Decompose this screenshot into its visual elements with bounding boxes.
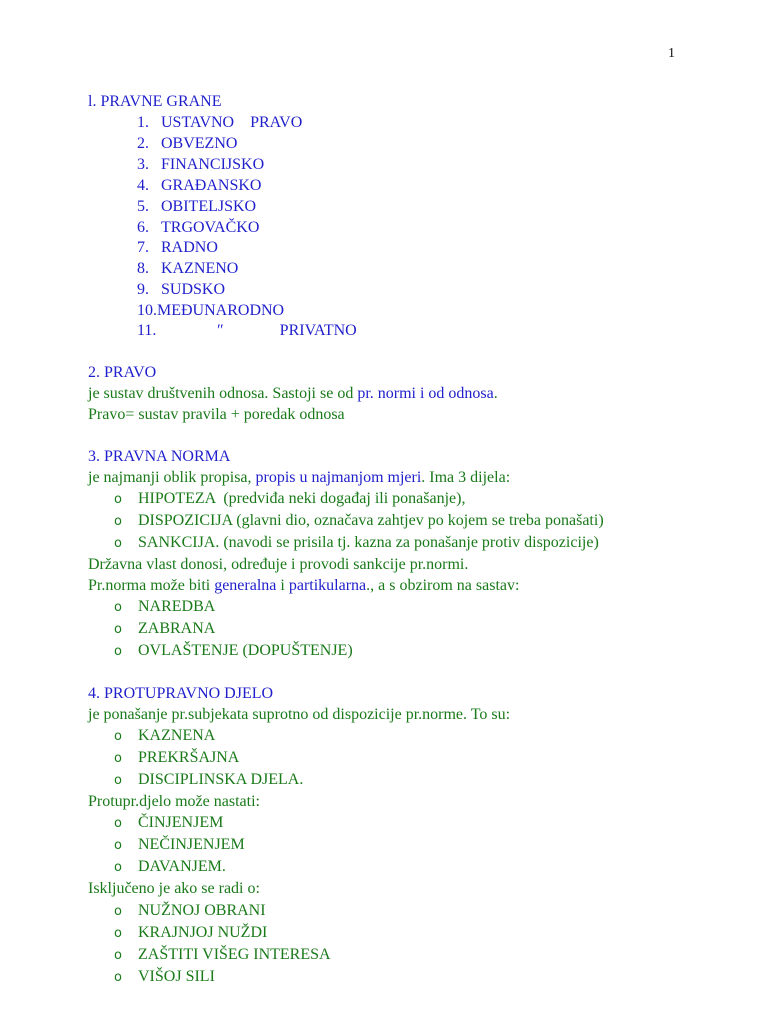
bullet-icon: o — [114, 904, 122, 919]
paragraph: Pravo= sustav pravila + poredak odnosa — [88, 406, 345, 423]
text-run: je sustav društvenih odnosa. Sastoji se od — [88, 385, 358, 402]
list-number: 7. — [137, 239, 149, 256]
bullet-item — [114, 770, 303, 791]
bullet-icon: o — [114, 773, 122, 788]
section-1-heading: l. PRAVNE GRANE — [88, 93, 222, 110]
list-text: MEĐUNARODNO — [157, 302, 285, 319]
bullet-item — [114, 835, 245, 856]
list-text: RADNO — [161, 239, 218, 256]
bullet-text: KAZNENA — [138, 727, 216, 744]
list-number: 11. — [137, 322, 157, 339]
bullet-icon: o — [114, 970, 122, 985]
bullet-text: DISCIPLINSKA DJELA. — [138, 771, 304, 788]
text-run: i — [276, 577, 289, 594]
bullet-text: NEČINJENJEM — [138, 836, 245, 853]
highlight-text: pr. normi i od odnosa — [357, 385, 494, 402]
list-item — [137, 321, 357, 341]
text-run: je najmanji oblik propisa, — [88, 469, 256, 486]
highlight-text: generalna — [214, 577, 277, 594]
page-number: 1 — [668, 46, 675, 61]
list-number: 6. — [137, 219, 149, 236]
bullet-item — [114, 597, 215, 618]
list-number: 10. — [137, 302, 157, 319]
bullet-text: DISPOZICIJA (glavni dio, označava zahtjev po kojem se treba ponašati) — [138, 512, 604, 529]
list-item — [137, 218, 259, 238]
list-text: USTAVNO PRAVO — [161, 114, 303, 131]
list-number: 1. — [137, 114, 149, 131]
bullet-item — [114, 967, 215, 988]
bullet-text: SANKCIJA. (navodi se prisila tj. kazna za ponašanje protiv dispozicije) — [138, 534, 599, 551]
bullet-text: OVLAŠTENJE (DOPUŠTENJE) — [138, 642, 353, 659]
paragraph: Isključeno je ako se radi o: — [88, 880, 260, 897]
section-2-heading: 2. PRAVO — [88, 364, 157, 381]
bullet-icon: o — [114, 514, 122, 529]
list-text: GRAĐANSKO — [161, 177, 262, 194]
bullet-item — [114, 511, 604, 532]
list-item — [137, 280, 225, 300]
paragraph: Protupr.djelo može nastati: — [88, 793, 260, 810]
list-text: ″ PRIVATNO — [161, 322, 357, 339]
bullet-item — [114, 726, 215, 747]
bullet-icon: o — [114, 644, 122, 659]
paragraph: je ponašanje pr.subjekata suprotno od dispozicije pr.norme. To su: — [88, 706, 511, 723]
list-item — [137, 197, 256, 217]
bullet-icon: o — [114, 860, 122, 875]
bullet-text: ZABRANA — [138, 620, 216, 637]
list-text: FINANCIJSKO — [161, 156, 265, 173]
bullet-text: VIŠOJ SILI — [138, 968, 215, 985]
bullet-text: HIPOTEZA (predviđa neki događaj ili ponašanje), — [138, 490, 466, 507]
list-number: 8. — [137, 260, 149, 277]
highlight-text: propis u najmanjom mjeri — [255, 469, 422, 486]
paragraph — [88, 468, 510, 488]
text-run: Pr.norma može biti — [88, 577, 215, 594]
bullet-text: NUŽNOJ OBRANI — [138, 902, 266, 919]
list-item — [137, 176, 261, 196]
list-text: OBVEZNO — [161, 135, 238, 152]
list-text: KAZNENO — [161, 260, 239, 277]
bullet-icon: o — [114, 816, 122, 831]
bullet-item — [114, 533, 599, 554]
bullet-icon: o — [114, 492, 122, 507]
bullet-icon: o — [114, 838, 122, 853]
list-number: 5. — [137, 198, 149, 215]
bullet-icon: o — [114, 926, 122, 941]
bullet-text: DAVANJEM. — [138, 858, 226, 875]
bullet-icon: o — [114, 600, 122, 615]
bullet-icon: o — [114, 948, 122, 963]
bullet-item — [114, 619, 215, 640]
bullet-item — [114, 923, 267, 944]
paragraph — [88, 384, 498, 404]
list-item — [137, 113, 302, 133]
bullet-icon: o — [114, 751, 122, 766]
bullet-item — [114, 901, 266, 922]
list-number: 9. — [137, 281, 149, 298]
bullet-item — [114, 489, 465, 510]
list-text: SUDSKO — [161, 281, 226, 298]
list-item — [137, 238, 218, 258]
text-run: . Ima 3 dijela: — [421, 469, 511, 486]
bullet-icon: o — [114, 729, 122, 744]
bullet-text: NAREDBA — [138, 598, 216, 615]
list-number: 3. — [137, 156, 149, 173]
bullet-item — [114, 945, 331, 966]
bullet-icon: o — [114, 622, 122, 637]
highlight-text: partikularna — [288, 577, 367, 594]
paragraph — [88, 576, 519, 596]
bullet-text: ZAŠTITI VIŠEG INTERESA — [138, 946, 331, 963]
section-4-heading: 4. PROTUPRAVNO DJELO — [88, 685, 274, 702]
bullet-text: KRAJNJOJ NUŽDI — [138, 924, 268, 941]
bullet-item — [114, 813, 223, 834]
bullet-text: ČINJENJEM — [138, 814, 224, 831]
list-item — [137, 134, 237, 154]
list-text: TRGOVAČKO — [161, 219, 260, 236]
list-text: OBITELJSKO — [161, 198, 257, 215]
bullet-item — [114, 641, 353, 662]
bullet-item — [114, 857, 226, 878]
bullet-text: PREKRŠAJNA — [138, 749, 240, 766]
text-run: ., a s obzirom na sastav: — [366, 577, 520, 594]
paragraph: Državna vlast donosi, određuje i provodi sankcije pr.normi. — [88, 556, 469, 573]
list-item — [137, 259, 238, 279]
section-3-heading: 3. PRAVNA NORMA — [88, 448, 231, 465]
bullet-icon: o — [114, 536, 122, 551]
list-item — [137, 301, 284, 321]
bullet-item — [114, 748, 239, 769]
list-number: 4. — [137, 177, 149, 194]
list-item — [137, 155, 264, 175]
text-run: . — [493, 385, 498, 402]
list-number: 2. — [137, 135, 149, 152]
